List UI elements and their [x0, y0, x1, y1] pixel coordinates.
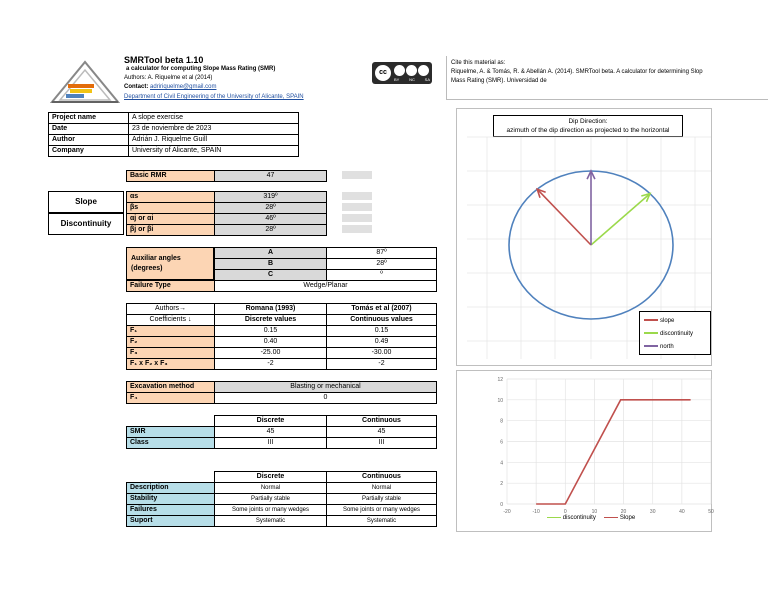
- beta-j-label: βj or βi: [127, 225, 215, 236]
- line-chart-series: [536, 400, 690, 504]
- x-tick-label: 0: [563, 509, 567, 515]
- excavation-table: [126, 381, 437, 404]
- date-value[interactable]: 23 de noviembre de 2023: [129, 124, 299, 135]
- smr-label: SMR: [127, 427, 215, 438]
- aux-c-label: C: [215, 270, 327, 281]
- table-row: [127, 337, 437, 348]
- failure-table: [126, 280, 437, 292]
- smr-continuous-header: Continuous: [327, 416, 437, 427]
- basic-rmr-table: [126, 170, 327, 182]
- legend-item-discontinuity: [547, 515, 596, 521]
- description-continuous: Normal: [327, 483, 437, 494]
- company-label: Company: [49, 146, 129, 157]
- desc-continuous-header: Continuous: [327, 472, 437, 483]
- table-row: [127, 483, 437, 494]
- project-name-value[interactable]: A slope exercise: [129, 113, 299, 124]
- f1-continuous: 0.15: [327, 326, 437, 337]
- y-tick-label: 2: [500, 481, 503, 488]
- f123-label: F₁ x F₂ x F₃: [127, 359, 215, 370]
- table-row: [127, 348, 437, 359]
- smr-continuous-value: 45: [327, 427, 437, 438]
- table-row: [127, 438, 437, 449]
- aux-c-value: º: [327, 270, 437, 281]
- line-chart-plot: [457, 371, 713, 533]
- description-table: [126, 471, 437, 527]
- aux-a-label: A: [215, 248, 327, 259]
- alpha-s-value[interactable]: 319º: [215, 192, 327, 203]
- stability-continuous: Partially stable: [327, 494, 437, 505]
- app-subtitle: a calculator for computing Slope Mass Rating (SMR): [126, 66, 276, 72]
- cite-text-1: Riquelme, A. & Tomás, R. & Abellán A. (2014). SMRTool beta. A calculator for determining Slop: [451, 69, 703, 75]
- f123-discrete: -2: [215, 359, 327, 370]
- description-label: Description: [127, 483, 215, 494]
- legend-item-slope: [644, 315, 706, 328]
- discontinuity-group-label: [48, 213, 124, 235]
- department-link[interactable]: Department of Civil Engineering of the University of Alicante, SPAIN: [124, 94, 304, 100]
- beta-j-value[interactable]: 28º: [215, 225, 327, 236]
- bar-placeholder: [342, 203, 372, 211]
- cc-term-nc: NC: [409, 77, 415, 82]
- stability-label: Stability: [127, 494, 215, 505]
- smr-discrete-header: Discrete: [215, 416, 327, 427]
- auxiliar-label: [126, 247, 214, 280]
- cite-text-2: Mass Rating (SMR). Universidad de: [451, 78, 547, 84]
- cite-box: [446, 56, 768, 100]
- y-tick-label: 8: [500, 418, 503, 425]
- failure-type-value: Wedge/Planar: [215, 281, 437, 292]
- date-label: Date: [49, 124, 129, 135]
- x-tick-label: 10: [591, 509, 598, 515]
- project-row: [49, 135, 299, 146]
- x-tick-label: 40: [679, 509, 685, 515]
- project-name-label: Project name: [49, 113, 129, 124]
- coefficients-header: Coefficients ↓: [127, 315, 215, 326]
- f3-label: F₃: [127, 348, 215, 359]
- legend-label-slope: Slope: [619, 515, 636, 521]
- y-tick-label: 12: [497, 377, 503, 383]
- excavation-select[interactable]: Blasting or mechanical: [215, 382, 437, 393]
- suport-continuous: Systematic: [327, 516, 437, 527]
- smr-table: [126, 415, 437, 449]
- legend-label-discontinuity: discontinuity: [562, 515, 596, 521]
- discrete-values-header: Discrete values: [215, 315, 327, 326]
- contact-label: Contact:: [124, 84, 149, 90]
- suport-label: Suport: [127, 516, 215, 527]
- suport-discrete: Systematic: [215, 516, 327, 527]
- project-row: [49, 113, 299, 124]
- line-chart-legend: [521, 515, 661, 521]
- auxiliar-label-text: Auxiliar angles (degrees): [131, 255, 181, 272]
- bar-placeholder: [342, 192, 372, 200]
- cc-label: cc: [379, 69, 387, 76]
- failure-type-label: Failure Type: [127, 281, 215, 292]
- legend-item-discontinuity: [644, 328, 706, 341]
- failures-discrete: Some joints or many wedges: [215, 505, 327, 516]
- logo: [50, 54, 120, 104]
- line-chart-grid: [507, 379, 711, 504]
- slope-arrow: [537, 189, 591, 245]
- cc-term-by: BY: [394, 77, 400, 82]
- f4-label: F₄: [127, 393, 215, 404]
- authors-header: Authors→: [127, 304, 215, 315]
- failures-continuous: Some joints or many wedges: [327, 505, 437, 516]
- desc-discrete-header: Discrete: [215, 472, 327, 483]
- app-title: SMRTool beta 1.10: [124, 55, 204, 65]
- tomas-header: Tomás et al (2007): [327, 304, 437, 315]
- cc-term-sa: SA: [424, 77, 430, 82]
- contact-email-link[interactable]: adririquelme@gmail.com: [150, 84, 217, 90]
- x-tick-label: -10: [532, 509, 540, 515]
- stability-discrete: Partially stable: [215, 494, 327, 505]
- discontinuity-label: Discontinuity: [60, 219, 112, 228]
- author-label: Author: [49, 135, 129, 146]
- y-tick-label: 4: [500, 460, 503, 467]
- f3-continuous: -30.00: [327, 348, 437, 359]
- beta-s-value[interactable]: 28º: [215, 203, 327, 214]
- auxiliar-table: [214, 247, 437, 281]
- angles-table: [126, 191, 327, 236]
- project-row: [49, 124, 299, 135]
- nc-icon: [406, 65, 417, 76]
- alpha-j-label: αj or αi: [127, 214, 215, 225]
- sa-icon: [418, 65, 429, 76]
- cc-license-badge[interactable]: [372, 62, 432, 84]
- table-row: [127, 494, 437, 505]
- f2-discrete: 0.40: [215, 337, 327, 348]
- f4-value: 0: [215, 393, 437, 404]
- legend-label-north: north: [660, 344, 674, 350]
- y-tick-label: 0: [500, 502, 503, 508]
- bar-placeholder: [342, 171, 372, 179]
- table-row: [127, 516, 437, 527]
- failures-label: Failures: [127, 505, 215, 516]
- by-icon: [394, 65, 405, 76]
- class-label: Class: [127, 438, 215, 449]
- legend-label-slope: slope: [660, 318, 675, 324]
- x-tick-label: -20: [503, 509, 511, 515]
- basic-rmr-label: Basic RMR: [127, 171, 215, 182]
- slope-group-label: [48, 191, 124, 213]
- class-continuous-value: III: [327, 438, 437, 449]
- excavation-label: Excavation method: [127, 382, 215, 393]
- basic-rmr-value[interactable]: 47: [215, 171, 327, 182]
- f1-discrete: 0.15: [215, 326, 327, 337]
- legend-label-discontinuity: discontinuity: [660, 331, 694, 337]
- x-tick-label: 50: [708, 509, 714, 515]
- smr-line-chart[interactable]: [456, 370, 712, 532]
- author-value[interactable]: Adrián J. Riquelme Guill: [129, 135, 299, 146]
- alpha-s-label: αs: [127, 192, 215, 203]
- beta-s-label: βs: [127, 203, 215, 214]
- f2-label: F₂: [127, 337, 215, 348]
- cc-icon: [375, 65, 391, 81]
- cc-terms-row: [394, 77, 430, 82]
- y-tick-label: 6: [500, 439, 503, 446]
- coefficients-table: [126, 303, 437, 370]
- dip-chart-legend: [639, 311, 711, 355]
- table-row: [127, 427, 437, 438]
- romana-header: Romana (1993): [215, 304, 327, 315]
- authors-text: Authors: A. Riquelme et al (2014): [124, 75, 213, 81]
- series-line-slope: [536, 400, 690, 504]
- smr-discrete-value: 45: [215, 427, 327, 438]
- f123-continuous: -2: [327, 359, 437, 370]
- f3-discrete: -25.00: [215, 348, 327, 359]
- legend-item-north: [644, 341, 706, 354]
- project-table: [48, 112, 299, 157]
- table-row: [127, 359, 437, 370]
- x-tick-label: 20: [620, 509, 627, 515]
- f2-continuous: 0.49: [327, 337, 437, 348]
- f1-label: F₁: [127, 326, 215, 337]
- y-tick-label: 10: [497, 397, 503, 404]
- dip-direction-chart[interactable]: [456, 108, 712, 366]
- table-row: [127, 505, 437, 516]
- dip-chart-title-1: Dip Direction:: [568, 118, 608, 125]
- line-chart-y-ticks: [497, 377, 503, 508]
- contact-line: [124, 84, 216, 90]
- aux-b-value: 28º: [327, 259, 437, 270]
- project-row: [49, 146, 299, 157]
- alpha-j-value[interactable]: 46º: [215, 214, 327, 225]
- aux-a-value: 87º: [327, 248, 437, 259]
- aux-b-label: B: [215, 259, 327, 270]
- x-tick-label: 30: [649, 509, 656, 515]
- table-row: [127, 326, 437, 337]
- dip-chart-title-2: azimuth of the dip direction as projected to the horizontal: [506, 127, 670, 134]
- legend-item-slope: [604, 515, 635, 521]
- class-discrete-value: III: [215, 438, 327, 449]
- description-discrete: Normal: [215, 483, 327, 494]
- discontinuity-arrow: [591, 194, 650, 245]
- slope-label: Slope: [75, 197, 97, 206]
- continuous-values-header: Continuous values: [327, 315, 437, 326]
- cite-title: Cite this material as:: [451, 60, 506, 66]
- bar-placeholder: [342, 225, 372, 233]
- company-value[interactable]: University of Alicante, SPAIN: [129, 146, 299, 157]
- bar-placeholder: [342, 214, 372, 222]
